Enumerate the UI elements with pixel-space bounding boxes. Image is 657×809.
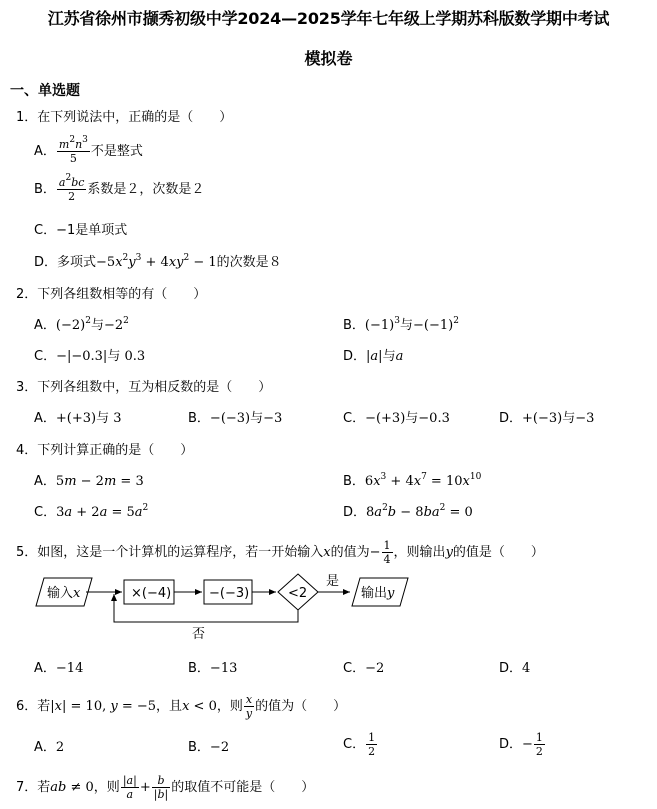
option-label: B． [343, 318, 365, 333]
option-label: C． [343, 661, 366, 676]
option-label: A． [34, 474, 56, 489]
stem-text: 7．若 [16, 780, 51, 795]
stem-text: 的值为 [330, 545, 370, 560]
option-label: A． [34, 661, 56, 676]
math-expression: 5m − 2m = 3 [55, 474, 144, 489]
fraction: $\frac{m^2n^3}{5}$ [58, 135, 88, 165]
q3-option-c[interactable] [343, 407, 450, 426]
q6-stem [16, 693, 346, 720]
math-var: x [323, 545, 331, 560]
option-label: D． [34, 255, 58, 270]
flow-chart [30, 570, 430, 640]
math-expression: $(-1)^3$ [364, 316, 400, 333]
q2-stem: 2．下列各组数相等的有（ ） [16, 287, 207, 302]
flow-step1-label: ×(−4) [131, 586, 172, 601]
fraction: $\frac{1}{2}$ [535, 731, 543, 758]
q1-option-a[interactable] [34, 135, 143, 165]
stem-text: ，则 [93, 780, 120, 795]
option-text: 多项式 [57, 255, 97, 270]
math-expression: 0.3 [120, 349, 146, 364]
option-text: −14 [55, 661, 84, 676]
q3-stem: 3．下列各组数中，互为相反数的是（ ） [16, 380, 272, 395]
math-expression: $-(-1)^2$ [412, 316, 459, 333]
math-expression: |x| = 10, y = −5 [50, 699, 157, 714]
stem-text: 的取值不可能是（ ） [171, 780, 315, 795]
page-subtitle: 模拟卷 [304, 49, 353, 68]
option-text: 2 [55, 740, 65, 755]
q6-option-a[interactable] [34, 736, 64, 755]
q2-option-b[interactable] [343, 314, 459, 333]
math-expression: $-2^2$ [103, 316, 129, 333]
math-expression: ab ≠ 0 [50, 780, 94, 795]
math-expression: $-5x^2y^3 + 4xy^2 - 1$ [96, 253, 217, 270]
option-label: C． [343, 737, 366, 752]
option-text: −13 [209, 661, 238, 676]
option-label: C． [34, 349, 57, 364]
q7-stem [16, 774, 314, 801]
q1-option-d[interactable] [34, 251, 282, 270]
option-text: 的次数是８ [216, 255, 282, 270]
option-label: B． [343, 474, 365, 489]
option-text: −(−3)与−3 [209, 411, 283, 426]
q3-option-a[interactable] [34, 407, 122, 426]
q4-option-c[interactable] [34, 501, 148, 520]
option-label: A． [34, 318, 56, 333]
q2-option-d[interactable] [343, 345, 403, 364]
option-label: B． [188, 661, 210, 676]
option-text: +(+3)与 3 [55, 411, 122, 426]
math-expression: − [369, 545, 381, 560]
option-text: 与 [399, 318, 413, 333]
math-expression: $(-2)^2$ [55, 316, 91, 333]
option-text: 系数是２，次数是２ [87, 182, 205, 197]
stem-text: ，则输出 [393, 545, 446, 560]
option-label: C． [34, 223, 57, 238]
flow-condition-label: <2 [288, 586, 308, 601]
q4-option-b[interactable] [343, 470, 481, 489]
option-text: 与 [90, 318, 104, 333]
q3-option-b[interactable] [188, 407, 282, 426]
flow-no-label: 否 [192, 627, 206, 640]
flow-output-label: 输出y [361, 586, 395, 601]
math-expression: $6x^3 + 4x^7 = 10x^{10}$ [364, 472, 482, 489]
q1-option-c[interactable] [34, 219, 127, 238]
q5-stem [16, 539, 544, 566]
option-label: D． [499, 661, 523, 676]
flow-yes-label: 是 [326, 574, 340, 589]
option-label: B． [188, 411, 210, 426]
page-title: 江苏省徐州市撷秀初级中学2024—2025学年七年级上学期苏科版数学期中考试 [47, 9, 610, 28]
q4-stem: 4．下列计算正确的是（ ） [16, 443, 194, 458]
q5-option-c[interactable] [343, 657, 384, 676]
flow-step2-label: −(−3) [209, 586, 250, 601]
q4-option-d[interactable] [343, 501, 473, 520]
q5-option-d[interactable] [499, 657, 530, 676]
math-expression: $3a + 2a = 5a^2$ [56, 503, 149, 520]
flow-input-label: 输入x [47, 586, 81, 601]
option-label: D． [343, 349, 367, 364]
stem-text: 的值是（ ） [452, 545, 544, 560]
q2-option-a[interactable] [34, 314, 129, 333]
option-label: A． [34, 740, 56, 755]
q2-option-c[interactable] [34, 345, 145, 364]
q6-option-b[interactable] [188, 736, 229, 755]
option-text: 与 [107, 349, 121, 364]
option-text: 不是整式 [90, 144, 143, 159]
stem-text: ，则 [216, 699, 243, 714]
option-label: D． [499, 411, 523, 426]
q5-option-b[interactable] [188, 657, 237, 676]
option-label: D． [343, 505, 367, 520]
math-expression: + [139, 780, 151, 795]
q5-option-a[interactable] [34, 657, 83, 676]
math-expression: x < 0 [182, 699, 217, 714]
math-expression: $8a^2b - 8ba^2 = 0$ [366, 503, 473, 520]
math-expression: −|−0.3| [56, 349, 108, 364]
math-expression: a [395, 349, 404, 364]
stem-text: 5．如图，这是一个计算机的运算程序，若一开始输入 [16, 545, 324, 560]
option-label: A． [34, 411, 56, 426]
option-text: 4 [522, 661, 531, 676]
option-label: D． [499, 737, 523, 752]
q1-stem: 1．在下列说法中，正确的是（ ） [16, 110, 233, 125]
option-label: B． [34, 182, 56, 197]
math-expression: − [522, 737, 533, 752]
option-text: 与 [382, 349, 396, 364]
option-text: −1是单项式 [56, 223, 128, 238]
stem-text: ，且 [156, 699, 183, 714]
option-label: C． [343, 411, 366, 426]
fraction: $\frac{1}{2}$ [368, 731, 376, 758]
option-text: −2 [365, 661, 385, 676]
fraction: $\frac{x}{y}$ [245, 693, 253, 720]
math-expression: |a| [366, 349, 383, 364]
option-text: +(−3)与−3 [522, 411, 595, 426]
q3-option-d[interactable] [499, 407, 594, 426]
fraction: $\frac{1}{4}$ [383, 539, 391, 566]
q6-option-d[interactable] [499, 731, 546, 758]
fraction: $\frac{a^2bc}{2}$ [58, 173, 85, 203]
stem-text: 6．若 [16, 699, 51, 714]
option-label: B． [188, 740, 210, 755]
option-text: −(+3)与−0.3 [365, 411, 450, 426]
section-heading: 一、单选题 [10, 83, 80, 99]
option-text: −2 [209, 740, 230, 755]
stem-text: 的值为（ ） [255, 699, 347, 714]
q1-option-b[interactable] [34, 173, 205, 203]
fraction: $\frac{|a|}{a}$ [122, 774, 137, 801]
fraction: $\frac{b}{|b|}$ [153, 774, 169, 801]
option-label: C． [34, 505, 57, 520]
q4-option-a[interactable] [34, 470, 144, 489]
math-var: y [445, 545, 453, 560]
option-label: A． [34, 144, 56, 159]
q6-option-c[interactable] [343, 731, 378, 758]
